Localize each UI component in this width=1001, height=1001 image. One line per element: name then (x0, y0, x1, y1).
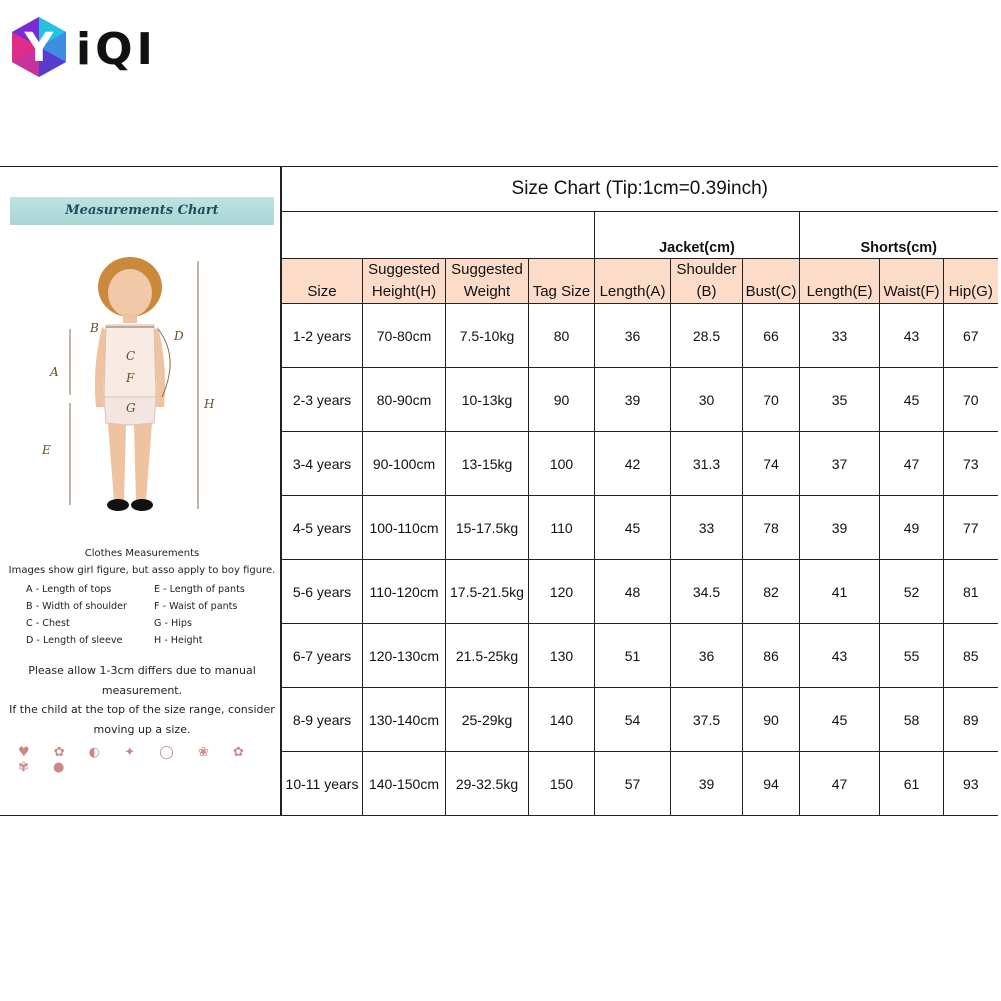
cell-weight: 7.5-10kg (446, 304, 529, 368)
cell-shorts-length: 33 (800, 304, 880, 368)
cell-bust: 70 (743, 368, 800, 432)
cell-hip: 85 (944, 624, 998, 688)
label-d: D (174, 329, 184, 343)
cell-waist: 61 (880, 752, 944, 816)
cell-hip: 93 (944, 752, 998, 816)
cell-weight: 15-17.5kg (446, 496, 529, 560)
table-row (282, 752, 998, 816)
cell-height: 130-140cm (363, 688, 446, 752)
cell-waist: 43 (880, 304, 944, 368)
label-e: E (42, 443, 51, 457)
cell-tag-size: 100 (529, 432, 595, 496)
legend-item: H - Height (154, 635, 203, 646)
cell-tag-size: 120 (529, 560, 595, 624)
cell-waist: 52 (880, 560, 944, 624)
size-chart-frame (0, 166, 998, 816)
cell-hip: 89 (944, 688, 998, 752)
header-weight: Suggested Weight (446, 259, 529, 304)
cell-hip: 67 (944, 304, 998, 368)
cell-shoulder: 28.5 (671, 304, 743, 368)
legend-item: A - Length of tops (26, 584, 112, 595)
cell-waist: 47 (880, 432, 944, 496)
cell-tag-size: 140 (529, 688, 595, 752)
header-waist: Waist(F) (880, 259, 944, 304)
cell-hip: 70 (944, 368, 998, 432)
cell-shoulder: 33 (671, 496, 743, 560)
cell-jacket-length: 39 (595, 368, 671, 432)
measurements-title: Measurements Chart (65, 203, 219, 218)
header-shoulder: Shoulder (B) (671, 259, 743, 304)
cell-hip: 77 (944, 496, 998, 560)
header-size: Size (282, 259, 363, 304)
group-spacer (282, 212, 595, 259)
table-row (282, 432, 998, 496)
cell-height: 90-100cm (363, 432, 446, 496)
shorts-group-header: Shorts(cm) (800, 212, 998, 259)
decorative-doodles-icon: ♥ ✿ ◐ ✦ ◯ ❀ ✿ ✾ ● (18, 745, 254, 775)
cell-size: 1-2 years (282, 304, 363, 368)
cell-shoulder: 30 (671, 368, 743, 432)
size-chart-table (281, 167, 998, 816)
cell-jacket-length: 36 (595, 304, 671, 368)
column-header-row (282, 259, 998, 304)
cell-height: 140-150cm (363, 752, 446, 816)
table-row (282, 304, 998, 368)
legend-item: B - Width of shoulder (26, 601, 127, 612)
cell-jacket-length: 54 (595, 688, 671, 752)
cell-hip: 73 (944, 432, 998, 496)
header-height: Suggested Height(H) (363, 259, 446, 304)
header-hip: Hip(G) (944, 259, 998, 304)
cell-size: 3-4 years (282, 432, 363, 496)
legend-item: E - Length of pants (154, 584, 245, 595)
cell-waist: 45 (880, 368, 944, 432)
cell-weight: 21.5-25kg (446, 624, 529, 688)
cell-shoulder: 34.5 (671, 560, 743, 624)
cell-tag-size: 130 (529, 624, 595, 688)
table-row (282, 560, 998, 624)
size-rows (282, 304, 998, 816)
cell-tag-size: 150 (529, 752, 595, 816)
cell-size: 2-3 years (282, 368, 363, 432)
child-figure-illustration (30, 247, 230, 527)
table-row (282, 624, 998, 688)
cell-weight: 13-15kg (446, 432, 529, 496)
cell-shorts-length: 37 (800, 432, 880, 496)
label-a: A (50, 365, 59, 379)
group-header-row (282, 212, 998, 259)
cell-weight: 29-32.5kg (446, 752, 529, 816)
measurement-legend (26, 581, 276, 649)
cell-shoulder: 36 (671, 624, 743, 688)
header-bust: Bust(C) (743, 259, 800, 304)
cell-size: 5-6 years (282, 560, 363, 624)
cell-waist: 49 (880, 496, 944, 560)
cell-height: 110-120cm (363, 560, 446, 624)
cell-jacket-length: 57 (595, 752, 671, 816)
cell-weight: 17.5-21.5kg (446, 560, 529, 624)
cell-size: 6-7 years (282, 624, 363, 688)
allowance-note-1: Please allow 1-3cm differs due to manual measurement. (28, 664, 256, 697)
cell-bust: 82 (743, 560, 800, 624)
cell-shorts-length: 35 (800, 368, 880, 432)
legend-item: G - Hips (154, 618, 192, 629)
size-chart-title: Size Chart (Tip:1cm=0.39inch) (282, 167, 998, 212)
cell-bust: 94 (743, 752, 800, 816)
label-h: H (204, 397, 215, 411)
table-row (282, 368, 998, 432)
cell-jacket-length: 48 (595, 560, 671, 624)
measurement-notes (8, 545, 276, 775)
label-f: F (126, 371, 135, 385)
header-jacket-length: Length(A) (595, 259, 671, 304)
cell-size: 8-9 years (282, 688, 363, 752)
jacket-group-header: Jacket(cm) (595, 212, 800, 259)
svg-text:Y: Y (24, 25, 54, 71)
cell-height: 100-110cm (363, 496, 446, 560)
header-tag-size: Tag Size (529, 259, 595, 304)
cell-shorts-length: 43 (800, 624, 880, 688)
allowance-note-2: If the child at the top of the size range, consider moving up a size. (9, 703, 275, 736)
label-g: G (126, 401, 136, 415)
cell-jacket-length: 42 (595, 432, 671, 496)
cell-bust: 66 (743, 304, 800, 368)
table-row (282, 688, 998, 752)
logo-text: iQI (76, 24, 157, 75)
legend-item: F - Waist of pants (154, 601, 238, 612)
cell-hip: 81 (944, 560, 998, 624)
cell-shorts-length: 47 (800, 752, 880, 816)
cell-jacket-length: 45 (595, 496, 671, 560)
cell-shoulder: 39 (671, 752, 743, 816)
brand-logo (6, 14, 166, 80)
cell-bust: 90 (743, 688, 800, 752)
legend-item: D - Length of sleeve (26, 635, 123, 646)
cell-height: 70-80cm (363, 304, 446, 368)
cell-waist: 55 (880, 624, 944, 688)
cell-waist: 58 (880, 688, 944, 752)
cell-weight: 10-13kg (446, 368, 529, 432)
figure-note: Images show girl figure, but asso apply to boy figure. (8, 565, 276, 576)
legend-item: C - Chest (26, 618, 70, 629)
measurements-banner (10, 197, 274, 225)
cell-size: 4-5 years (282, 496, 363, 560)
cell-shoulder: 37.5 (671, 688, 743, 752)
cell-shorts-length: 45 (800, 688, 880, 752)
cell-size: 10-11 years (282, 752, 363, 816)
cell-height: 120-130cm (363, 624, 446, 688)
cell-shorts-length: 41 (800, 560, 880, 624)
table-row (282, 496, 998, 560)
label-c: C (126, 349, 136, 363)
cell-height: 80-90cm (363, 368, 446, 432)
cell-tag-size: 90 (529, 368, 595, 432)
cell-jacket-length: 51 (595, 624, 671, 688)
cell-shoulder: 31.3 (671, 432, 743, 496)
header-shorts-length: Length(E) (800, 259, 880, 304)
measurements-panel (0, 167, 281, 815)
cell-tag-size: 110 (529, 496, 595, 560)
cell-tag-size: 80 (529, 304, 595, 368)
gem-logo-icon (6, 14, 72, 80)
clothes-title: Clothes Measurements (84, 548, 200, 559)
cell-bust: 86 (743, 624, 800, 688)
label-b: B (90, 321, 99, 335)
cell-bust: 74 (743, 432, 800, 496)
cell-weight: 25-29kg (446, 688, 529, 752)
child-figure-icon (30, 247, 230, 527)
cell-shorts-length: 39 (800, 496, 880, 560)
cell-bust: 78 (743, 496, 800, 560)
